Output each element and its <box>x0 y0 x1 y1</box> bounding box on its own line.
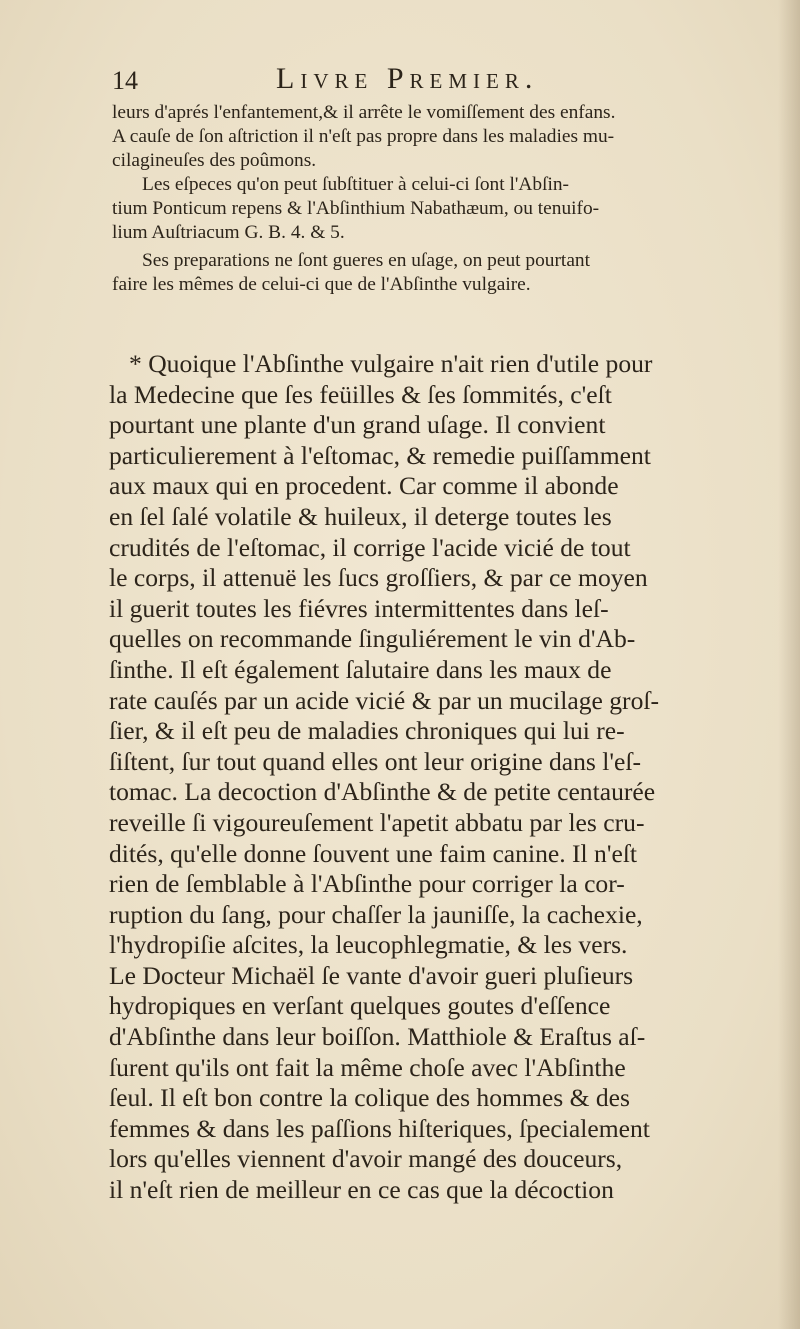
notes-line: faire les mêmes de celui-ci que de l'Abſinthe vulgaire. <box>112 274 531 295</box>
body-line: * Quoique l'Abſinthe vulgaire n'ait rien d'utile pour <box>129 349 653 378</box>
notes-line: leurs d'aprés l'enfantement,& il arrête le vomiſſement des enfans. <box>112 102 616 123</box>
body-line: hydropiques en verſant quelques goutes d'eſſence <box>109 991 611 1021</box>
body-line: ſeul. Il eſt bon contre la colique des hommes & des <box>109 1083 630 1113</box>
body-line: Le Docteur Michaël ſe vante d'avoir gueri pluſieurs <box>109 960 634 990</box>
body-line: d'Abſinthe dans leur boiſſon. Matthiole & Eraſtus aſ- <box>109 1022 646 1052</box>
body-line: ſinthe. Il eſt également ſalutaire dans les maux de <box>109 654 612 684</box>
body-line: femmes & dans les paſſions hiſteriques, ſpecialement <box>109 1113 650 1143</box>
body-line: ſiſtent, ſur tout quand elles ont leur origine dans l'eſ- <box>109 746 642 776</box>
body-line: ſier, & il eſt peu de maladies chroniques qui lui re- <box>109 716 625 746</box>
body-line: rate cauſés par un acide vicié & par un mucilage groſ- <box>109 685 660 715</box>
body-line: ſurent qu'ils ont fait la même choſe avec l'Abſinthe <box>109 1052 626 1082</box>
notes-line: Ses preparations ne ſont gueres en uſage, on peut pourtant <box>142 250 591 271</box>
main-paragraph <box>109 349 789 1206</box>
body-line: tomac. La decoction d'Abſinthe & de petite centaurée <box>109 777 656 807</box>
notes-block <box>112 101 782 297</box>
body-line: quelles on recommande ſinguliérement le vin d'Ab- <box>109 624 636 654</box>
body-line: reveille ſi vigoureuſement l'apetit abbatu par les cru- <box>109 807 645 837</box>
notes-line: lium Auſtriacum G. B. 4. & 5. <box>112 222 345 243</box>
body-line: particulierement à l'eſtomac, & remedie puiſſamment <box>109 440 651 470</box>
body-line: il guerit toutes les fiévres intermittentes dans leſ- <box>109 593 609 623</box>
body-line: le corps, il attenuë les ſucs groſſiers, & par ce moyen <box>109 563 648 593</box>
body-line: lors qu'elles viennent d'avoir mangé des douceurs, <box>109 1144 623 1174</box>
running-title: Livre Premier. <box>276 62 539 95</box>
page-header <box>112 62 672 102</box>
body-line: l'hydropiſie aſcites, la leucophlegmatie, & les vers. <box>109 930 628 960</box>
body-line: aux maux qui en procedent. Car comme il abonde <box>109 471 619 501</box>
body-line: la Medecine que ſes feüilles & ſes ſommités, c'eſt <box>109 379 612 409</box>
body-line: rien de ſemblable à l'Abſinthe pour corriger la cor- <box>109 869 625 899</box>
body-line: il n'eſt rien de meilleur en ce cas que la décoction <box>109 1175 614 1205</box>
body-line: ruption du ſang, pour chaſſer la jauniſſe, la cachexie, <box>109 899 643 929</box>
notes-line: Les eſpeces qu'on peut ſubſtituer à celui-ci ſont l'Abſin- <box>142 174 569 195</box>
notes-line: cilagineuſes des poûmons. <box>112 150 317 171</box>
body-line: pourtant une plante d'un grand uſage. Il convient <box>109 410 606 440</box>
notes-line: tium Ponticum repens & l'Abſinthium Nabathæum, ou tenuifo- <box>112 198 600 219</box>
body-line: crudités de l'eſtomac, il corrige l'acide vicié de tout <box>109 532 631 562</box>
body-line: en ſel ſalé volatile & huileux, il deterge toutes les <box>109 501 612 531</box>
page-number: 14 <box>112 66 138 95</box>
body-line: dités, qu'elle donne ſouvent une faim canine. Il n'eſt <box>109 838 638 868</box>
notes-line: A cauſe de ſon aſtriction il n'eſt pas propre dans les maladies mu- <box>112 126 615 147</box>
